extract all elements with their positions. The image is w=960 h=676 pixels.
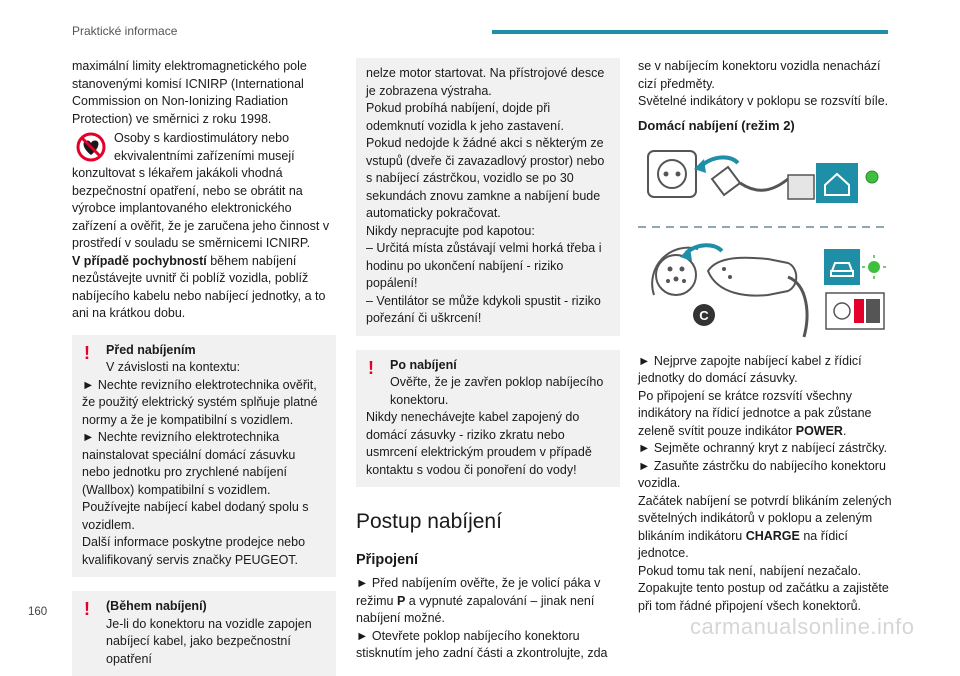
column-2 — [356, 58, 620, 663]
warning-exclamation-icon: ! — [84, 342, 90, 363]
panel-line: Další informace poskytne prodejce nebo kvalifikovaný servis značky PEUGEOT. — [82, 535, 306, 567]
panel-line: V závislosti na kontextu: — [106, 360, 241, 374]
warning-exclamation-icon: ! — [368, 357, 374, 378]
charging-plug-icon — [708, 257, 807, 336]
vehicle-socket-icon — [652, 247, 698, 294]
panel-title: Před nabíjením — [106, 342, 196, 357]
paragraph: ► Otevřete poklop nabíjecího konektoru stisknutím jeho zadní části a zkontrolujte, zda — [356, 628, 608, 660]
paragraph-text: a vypnuté zapalování – jinak není nabíjení možné. — [356, 593, 595, 625]
paragraph: Osoby s kardiostimulátory nebo ekvivalentními zařízeními musejí konzultovat s lékařem jakákoli vhodná bezpečnostní opatření, nebo se obrátit na výrobce implantovaného elektronického zařízení a ověřit, že je zaručena jeho činnost v prostředí v souladu se směrnicemi ICNIRP. — [72, 131, 330, 250]
paragraph — [638, 388, 902, 441]
section-title: Praktické informace — [72, 24, 178, 38]
subsection-heading: Domácí nabíjení (režim 2) — [638, 117, 795, 133]
figure-label: C — [699, 307, 709, 323]
wall-socket-icon — [648, 151, 696, 197]
paragraph-text: na řídicí jednotce. — [638, 528, 848, 560]
paragraph — [356, 575, 620, 628]
panel-line: – Určitá místa zůstávají velmi horká třeba i hodinu po ukončení nabíjení - riziko popálení! — [366, 241, 602, 290]
panel-title: Po nabíjení — [390, 357, 457, 372]
warning-panel-after-charging — [356, 350, 620, 488]
charging-diagram — [638, 145, 888, 341]
panel-line: Pokud nedojde k žádné akci s některým ze vstupů (dveře či zavazadlový prostor) nebo s nabíjecí zástrčkou, vozidlo se po 30 sekundách znovu zamkne a nabíjení bude automaticky pokračovat. — [366, 136, 605, 220]
paragraph: Pokud tomu tak není, nabíjení nezačalo. — [638, 563, 862, 578]
panel-line: Nikdy nepracujte pod kapotou: — [366, 223, 535, 238]
plug-icon — [712, 167, 788, 195]
paragraph: Světelné indikátory v poklopu se rozsvítí bíle. — [638, 94, 889, 108]
paragraph — [638, 493, 902, 563]
paragraph: ► Sejměte ochranný kryt z nabíjecí zástrčky. — [638, 441, 888, 455]
warning-exclamation-icon: ! — [84, 599, 90, 619]
paragraph: se v nabíjecím konektoru vozidla nenachází cizí předměty. — [638, 59, 881, 91]
column-1 — [72, 58, 336, 676]
subsection-heading: Připojení — [356, 552, 419, 568]
paragraph-bold: CHARGE — [745, 528, 800, 543]
paragraph-text: Po připojení se krátce rozsvítí všechny indikátory na řídicí jednotce a pak zůstane zeleně svítit pouze indikátor — [638, 388, 872, 438]
warning-panel-during-charging — [72, 591, 336, 676]
home-charging-illustration — [638, 145, 888, 341]
paragraph-text: ► Před nabíjením ověřte, že je volicí páka v režimu — [356, 576, 601, 608]
panel-line: Používejte nabíjecí kabel dodaný spolu s vozidlem. — [82, 500, 309, 532]
paragraph-bold: POWER — [795, 423, 843, 438]
panel-line: ► Nechte revizního elektrotechnika ověřit, že použitý elektrický systém splňuje platné normy a že je kompatibilní s vozidlem. — [82, 377, 318, 427]
panel-line: Ověřte, že je zavřen poklop nabíjecího konektoru. — [390, 375, 604, 407]
page-number: 160 — [28, 606, 48, 618]
paragraph: Zopakujte tento postup od začátku a zajistěte při tom řádné připojení všech konektorů. — [638, 581, 889, 613]
pacemaker-prohibited-icon — [72, 132, 110, 162]
warning-panel-before-charging — [72, 335, 336, 578]
panel-line: ► Nechte revizního elektrotechnika nainstalovat speciální domácí zásuvku nebo jednotku pro zrychlené nabíjení (Wallbox) kompatibilní s vozidlem. — [82, 430, 296, 497]
paragraph — [72, 253, 336, 323]
section-heading: Postup nabíjení — [356, 510, 502, 533]
panel-line: Je-li do konektoru na vozidle zapojen nabíjecí kabel, jako bezpečnostní opatření — [106, 616, 312, 666]
paragraph: ► Nejprve zapojte nabíjecí kabel z řídicí jednotky do domácí zásuvky. — [638, 353, 862, 385]
paragraph-text: během nabíjení nezůstávejte uvnitř či poblíž vozidla, poblíž nabíjecího kabelu nebo nabíjecí jednotky, a to ani na krátkou dobu. — [72, 253, 326, 320]
panel-title: (Během nabíjení) — [106, 599, 207, 613]
paragraph-bold: P — [396, 593, 406, 608]
paragraph-text: Začátek nabíjení se potvrdí blikáním zelených světelných indikátorů v poklopu a zeleným blikáním indikátoru — [638, 493, 892, 543]
panel-line: nelze motor startovat. Na přístrojové desce je zobrazena výstraha. — [366, 66, 605, 98]
panel-line: Pokud probíhá nabíjení, dojde při odemknutí vozidla k jeho zastavení. — [366, 101, 565, 133]
watermark: carmanualsonline.info — [690, 614, 915, 639]
paragraph-text: . — [842, 423, 847, 438]
panel-content — [366, 357, 610, 410]
pacemaker-block — [72, 130, 336, 253]
panel-content — [82, 598, 326, 668]
paragraph-bold: V případě pochybností — [72, 253, 207, 268]
panel-content — [82, 342, 326, 377]
column-3 — [638, 58, 902, 615]
warning-panel-continued — [356, 58, 620, 336]
paragraph: ► Zasuňte zástrčku do nabíjecího konektoru vozidla. — [638, 458, 886, 490]
panel-line: – Ventilátor se může kdykoli spustit - riziko pořezání či uškrcení! — [366, 293, 601, 325]
panel-line: Nikdy nenechávejte kabel zapojený do domácí zásuvky - riziko zkratu nebo usmrcení elektrickým proudem v případě kontaktu s vodou či ponoření do vody! — [366, 410, 592, 477]
header-accent-bar — [492, 30, 888, 34]
paragraph: maximální limity elektromagnetického pole stanovenými komisí ICNIRP (International Commission on Non-Ionizing Radiation Protection) ve směrnici z roku 1998. — [72, 59, 307, 126]
